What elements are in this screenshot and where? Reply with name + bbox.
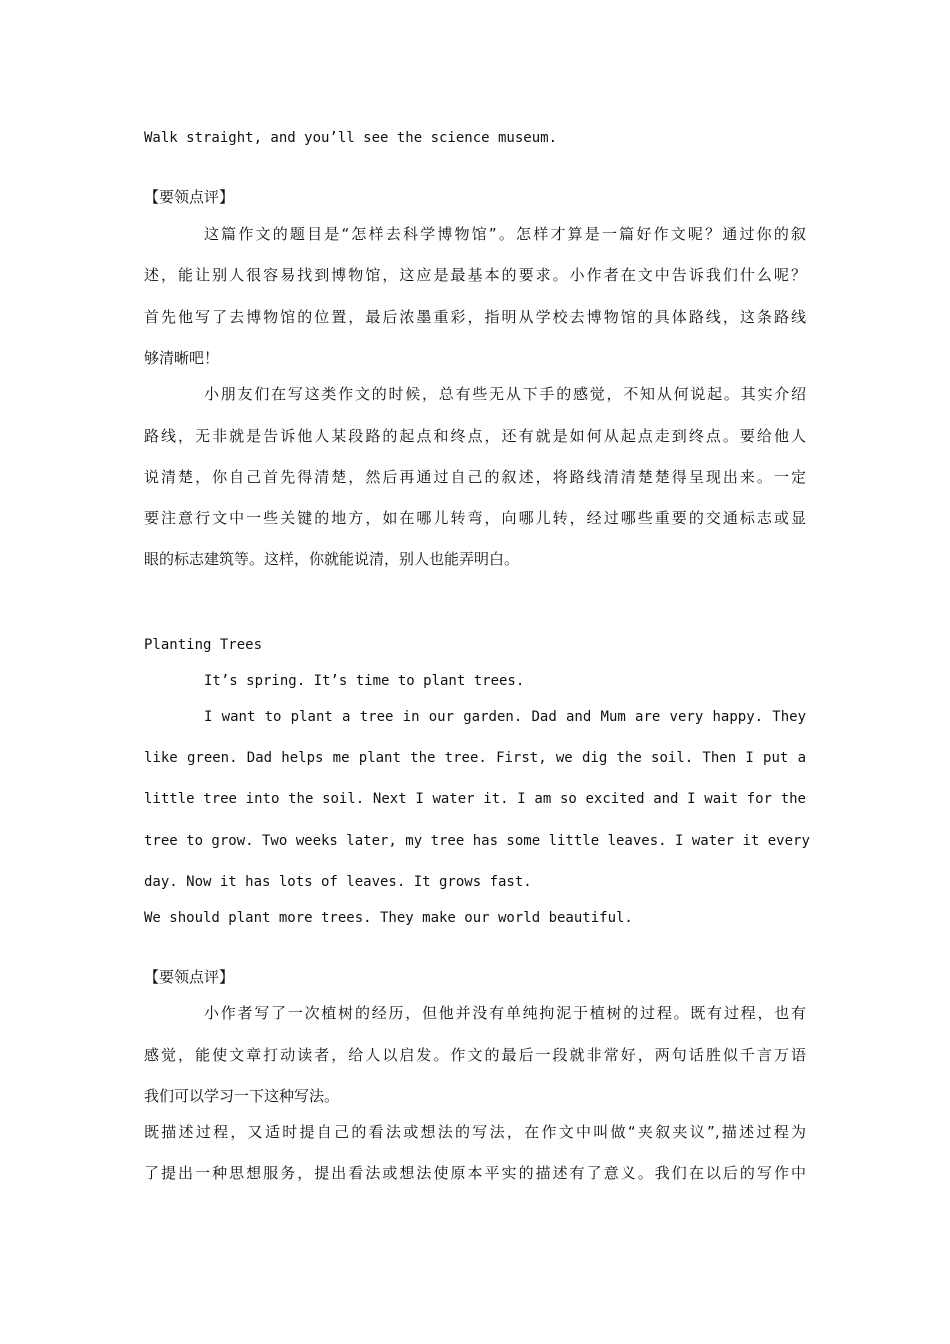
- essay-line: tree to grow. Two weeks later, my tree has some little leaves. I water it every: [144, 833, 810, 849]
- comment-line: 说清楚，你自己首先得清楚，然后再通过自己的叙述，将路线清清楚楚得呈现出来。一定: [144, 468, 806, 486]
- essay-line: like green. Dad helps me plant the tree. First, we dig the soil. Then I put a: [144, 750, 806, 766]
- essay-line: little tree into the soil. Next I water it. I am so excited and I wait for the: [144, 791, 806, 807]
- comment-line: 感觉，能使文章打动读者，给人以启发。作文的最后一段就非常好，两句话胜似千言万语: [144, 1046, 806, 1064]
- comment-heading: 【要领点评】: [144, 188, 235, 206]
- essay-ending-line: Walk straight, and you’ll see the science museum.: [144, 130, 558, 146]
- comment-heading: 【要领点评】: [144, 968, 235, 986]
- comment-line: 眼的标志建筑等。这样，你就能说清，别人也能弄明白。: [144, 550, 520, 568]
- comment-line: 够清晰吧！: [144, 349, 220, 367]
- comment-line: 既描述过程，又适时提自己的看法或想法的写法，在作文中叫做“夹叙夹议”,描述过程为: [144, 1123, 806, 1141]
- comment-line: 述，能让别人很容易找到博物馆，这应是最基本的要求。小作者在文中告诉我们什么呢？: [144, 266, 806, 284]
- comment-line: 了提出一种思想服务，提出看法或想法使原本平实的描述有了意义。我们在以后的写作中: [144, 1164, 806, 1182]
- comment-line: 这篇作文的题目是“怎样去科学博物馆”。怎样才算是一篇好作文呢？通过你的叙: [204, 225, 806, 243]
- essay-line: day. Now it has lots of leaves. It grows fast.: [144, 874, 532, 890]
- essay-line: We should plant more trees. They make our world beautiful.: [144, 910, 633, 926]
- comment-line: 小作者写了一次植树的经历，但他并没有单纯拘泥于植树的过程。既有过程，也有: [204, 1004, 806, 1022]
- comment-line: 我们可以学习一下这种写法。: [144, 1087, 340, 1105]
- comment-line: 小朋友们在写这类作文的时候，总有些无从下手的感觉，不知从何说起。其实介绍: [204, 385, 806, 403]
- comment-line: 要注意行文中一些关键的地方，如在哪儿转弯，向哪儿转，经过哪些重要的交通标志或显: [144, 509, 806, 527]
- comment-line: 首先他写了去博物馆的位置，最后浓墨重彩，指明从学校去博物馆的具体路线，这条路线: [144, 308, 806, 326]
- comment-line: 路线，无非就是告诉他人某段路的起点和终点，还有就是如何从起点走到终点。要给他人: [144, 427, 806, 445]
- essay-title: Planting Trees: [144, 637, 263, 653]
- essay-line: It’s spring. It’s time to plant trees.: [204, 673, 525, 689]
- essay-line: I want to plant a tree in our garden. Dad and Mum are very happy. They: [204, 709, 806, 725]
